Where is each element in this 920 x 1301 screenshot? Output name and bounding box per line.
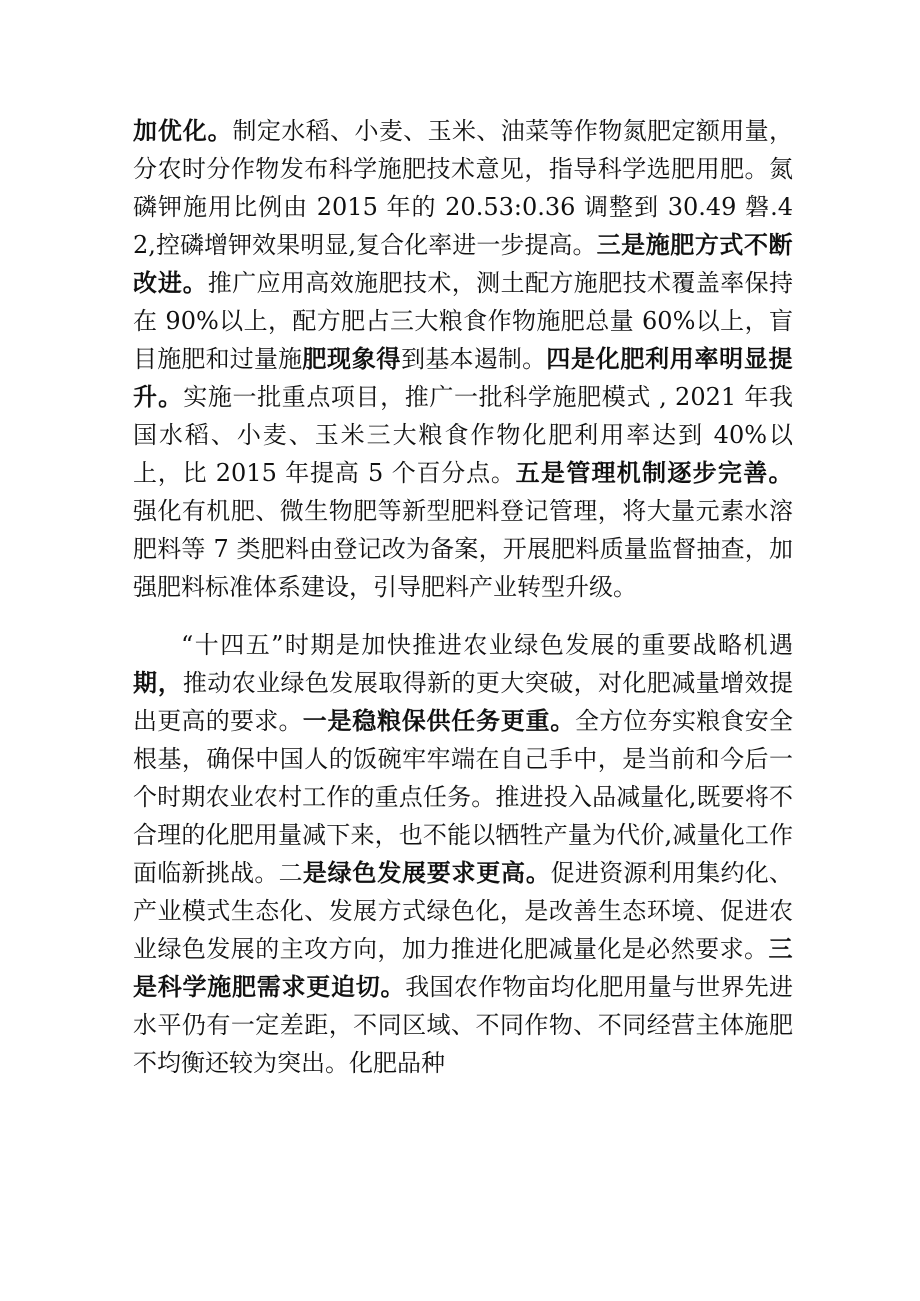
paragraph xyxy=(133,626,793,1082)
highlight-text: 是绿色发展要求更高。 xyxy=(302,859,551,887)
body-text: 到基本遏制。 xyxy=(401,345,547,373)
highlight-text: 三是施肥方式不断改进。 xyxy=(133,231,794,297)
highlight-text: 三是科学施肥需求更迫切。 xyxy=(133,935,793,1001)
highlight-text: 五是管理机制逐步完善。 xyxy=(515,459,793,487)
body-text: 全方位夯实粮食安全根基，确保中国人的饭碗牢牢端在自己手中，是当前和今后一个时期农业农村工作的重点任务。推进投入品减量化,既要将不合理的化肥用量减下来，也不能以牺牲产量为代价,减量化工作面临新挑战。二 xyxy=(133,707,793,887)
highlight-text: 加优化。 xyxy=(133,117,233,145)
paragraph xyxy=(133,112,793,606)
highlight-text: 一是稳粮保供任务更重。 xyxy=(302,707,575,735)
highlight-text: 肥现象得 xyxy=(302,345,402,373)
body-text: 促进资源利用集约化、产业模式生态化、发展方式绿色化，是改善生态环境、促进农业绿色发展的主攻方向，加力推进化肥减量化是必然要求。 xyxy=(133,859,794,963)
body-text: 制定水稻、小麦、玉米、油菜等作物氮肥定额用量，分农时分作物发布科学施肥技术意见，指导科学选肥用肥。氮磷钾施用比例由 2015 年的 20.53:0.36 调整到 30.49 磐.42,控磷增钾效果明显,复合化率进一步提高。 xyxy=(133,117,794,259)
highlight-text: 四是化肥利用率明显提升。 xyxy=(133,345,794,411)
document-body xyxy=(133,112,793,1082)
body-text: 我国农作物亩均化肥用量与世界先进水平仍有一定差距，不同区域、不同作物、不同经营主体施肥不均衡还较为突出。化肥品种 xyxy=(133,973,793,1077)
body-text: 实施一批重点项目，推广一批科学施肥模式 , 2021 年我国水稻、小麦、玉米三大粮食作物化肥利用率达到 40%以上，比 2015 年提高 5 个百分点。 xyxy=(133,383,794,487)
body-text: 推广应用高效施肥技术，测土配方施肥技术覆盖率保持在 90%以上，配方肥占三大粮食作物施肥总量 60%以上，盲目施肥和过量施 xyxy=(133,269,794,373)
body-text: “十四五”时期是加快推进农业绿色发展的重要战略机遇 xyxy=(181,631,793,659)
body-text: 强化有机肥、微生物肥等新型肥料登记管理，将大量元素水溶肥料等 7 类肥料由登记改为备案，开展肥料质量监督抽查，加强肥料标准体系建设，引导肥料产业转型升级。 xyxy=(133,497,793,601)
highlight-text: 期， xyxy=(133,669,183,697)
body-text: 推动农业绿色发展取得新的更大突破，对化肥减量增效提出更高的要求。 xyxy=(133,669,794,735)
